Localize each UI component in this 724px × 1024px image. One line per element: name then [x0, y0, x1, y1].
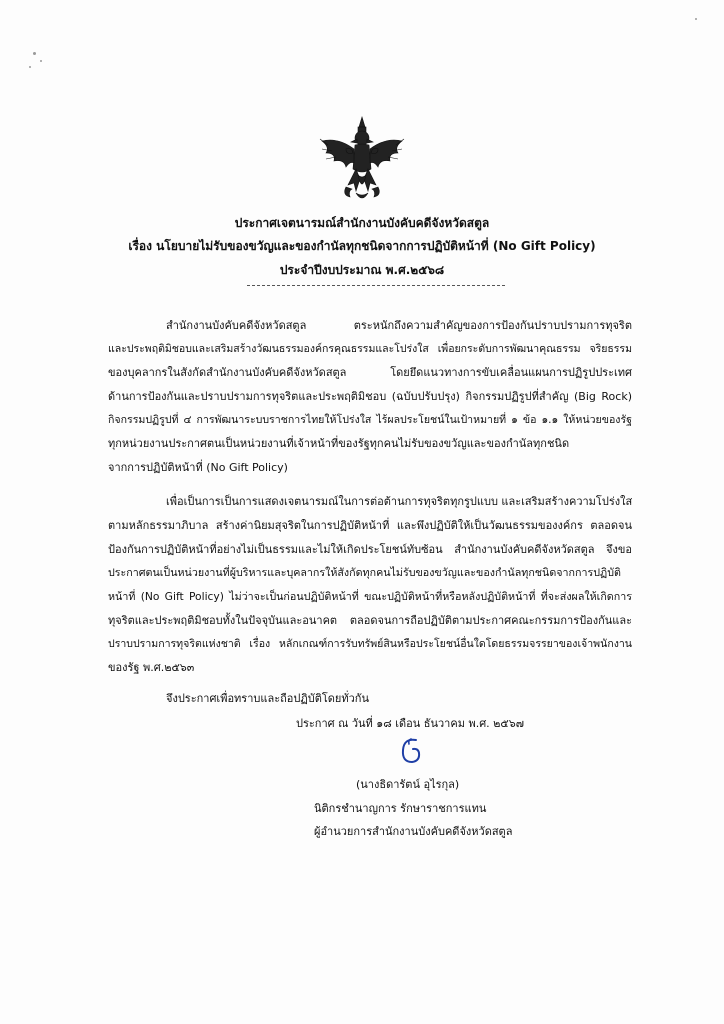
- paragraph-2-line: ปราบปรามการทุจริตแห่งชาติ เรื่อง หลักเกณฑ์การรับทรัพย์สินหรือประโยชน์อื่นใดโดยธรรมจรรยาของเจ้าพนักงาน: [108, 638, 632, 650]
- handwritten-signature: [396, 736, 426, 768]
- signatory-position: นิติกรชำนาญการ รักษาราชการแทน: [314, 802, 487, 815]
- paragraph-2-line: ประกาศตนเป็นหน่วยงานที่ผู้บริหารและบุคลากรให้สังกัดทุกคนไม่รับของขวัญและของกำนัลทุกชนิดจากการปฏิบัติ: [108, 566, 621, 579]
- announcement-subject: เรื่อง นโยบายไม่รับของขวัญและของกำนัลทุกชนิดจากการปฏิบัติหน้าที่ (No Gift Policy): [128, 239, 596, 253]
- paragraph-1-line: สำนักงานบังคับคดีจังหวัดสตูล ตระหนักถึงความสำคัญของการป้องกันปราบปรามการทุจริต: [166, 319, 632, 332]
- paragraph-2-line: ป้องกันการปฏิบัติหน้าที่อย่างไม่เป็นธรรมและไม่ให้เกิดประโยชน์ทับซ้อน สำนักงานบังคับคดีจังหวัดสตูล จึงขอ: [108, 543, 632, 556]
- paragraph-2-line: ตามหลักธรรมาภิบาล สร้างค่านิยมสุจริตในการปฏิบัติหน้าที่ และพึงปฏิบัติให้เป็นวัฒนธรรมของงค์กร ตลอดจน: [108, 519, 632, 532]
- paragraph-2-line: ทุจริตและประพฤติมิชอบทั้งในปัจจุบันและอนาคต ตลอดจนการถือปฏิบัติตามประกาศคณะกรรมการป้องกันและ: [108, 614, 632, 627]
- scan-speck: [695, 18, 697, 20]
- paragraph-1-line: กิจกรรมปฏิรูปที่ ๔ การพัฒนาระบบราชการไทยให้โปร่งใส ไร้ผลประโยชน์ในเป้าหมายที่ ๑ ข้อ ๑.๑ ให้หน่วยของรัฐ: [108, 414, 632, 426]
- scan-speck: [29, 66, 31, 68]
- header-divider: [247, 285, 505, 286]
- closing-statement: จึงประกาศเพื่อทราบและถือปฏิบัติโดยทั่วกัน: [166, 692, 369, 705]
- signatory-name: (นางธิดารัตน์ อุไรกุล): [356, 778, 460, 791]
- paragraph-1-line: ทุกหน่วยงานประกาศตนเป็นหน่วยงานที่เจ้าหน้าที่ของรัฐทุกคนไม่รับของขวัญและของกำนัลทุกชนิด: [108, 437, 570, 450]
- paragraph-2-line: ของรัฐ พ.ศ.๒๕๖๓: [108, 661, 195, 674]
- garuda-emblem-icon: [316, 113, 408, 205]
- signatory-office: ผู้อำนวยการสำนักงานบังคับคดีจังหวัดสตูล: [314, 825, 513, 838]
- paragraph-2-line: หน้าที่ (No Gift Policy) ไม่ว่าจะเป็นก่อนปฏิบัติหน้าที่ ขณะปฏิบัติหน้าที่หรือหลังปฏิบัติหน้าที่ ที่จะส่งผลให้เกิดการ: [108, 590, 632, 603]
- announcement-period: ประจำปีงบประมาณ พ.ศ.๒๕๖๘: [279, 263, 445, 277]
- paragraph-1-line: จากการปฏิบัติหน้าที่ (No Gift Policy): [108, 461, 288, 474]
- scan-speck: [33, 52, 36, 55]
- announcement-date: ประกาศ ณ วันที่ ๑๘ เดือน ธันวาคม พ.ศ. ๒๕๖๗: [296, 717, 524, 730]
- paragraph-1-line: ด้านการป้องกันและปราบปรามการทุจริตและประพฤติมิชอบ (ฉบับปรับปรุง) กิจกรรมปฏิรูปที่สำคัญ (Big Rock): [108, 390, 632, 403]
- paragraph-2-line: เพื่อเป็นการเป็นการแสดงเจตนารมณ์ในการต่อต้านการทุจริตทุกรูปแบบ และเสริมสร้างความโปร่งใส: [166, 495, 633, 508]
- paragraph-1-line: ของบุคลากรในสังกัดสำนักงานบังคับคดีจังหวัดสตูล โดยยึดแนวทางการขับเคลื่อนแผนการปฏิรูปประเทศ: [108, 366, 632, 379]
- paragraph-1-line: และประพฤติมิชอบและเสริมสร้างวัฒนธรรมองค์กรคุณธรรมและโปร่งใส เพื่อยกระดับการพัฒนาคุณธรรม จริยธรรม: [108, 343, 632, 355]
- announcement-title: ประกาศเจตนารมณ์สำนักงานบังคับคดีจังหวัดสตูล: [234, 216, 490, 230]
- scan-speck: [40, 60, 42, 62]
